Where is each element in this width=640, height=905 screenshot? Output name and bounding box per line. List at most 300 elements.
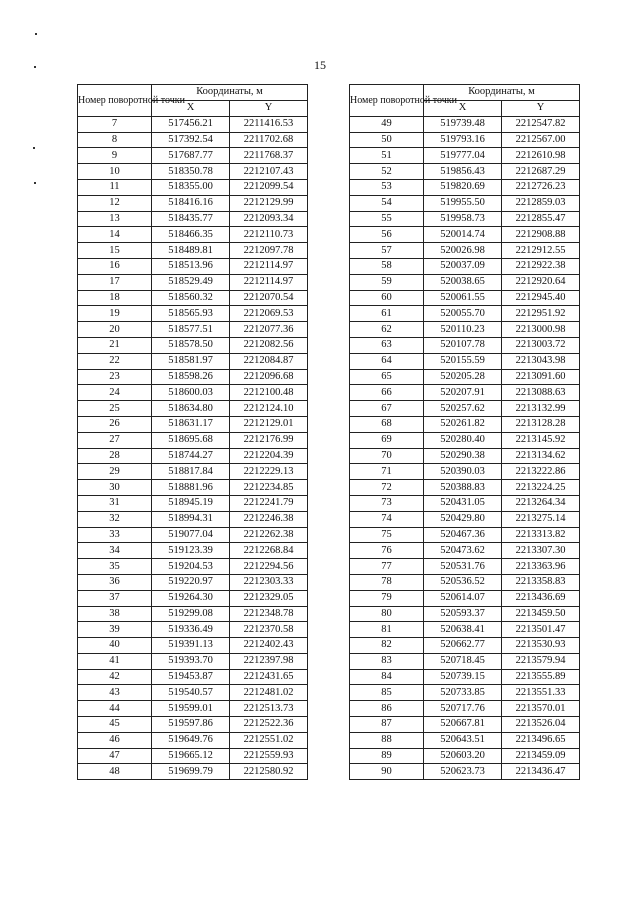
table-row [78,638,308,654]
point-number-cell: 67 [350,401,424,417]
y-coordinate-cell: 2212431.65 [230,669,308,685]
x-coordinate-cell: 519665.12 [152,748,230,764]
y-coordinate-cell: 2213436.47 [502,764,580,780]
x-coordinate-cell: 519391.13 [152,638,230,654]
table-body-left [78,116,308,779]
y-coordinate-cell: 2212559.93 [230,748,308,764]
x-coordinate-cell: 518578.50 [152,337,230,353]
y-coordinate-cell: 2213363.96 [502,559,580,575]
x-coordinate-cell: 520280.40 [424,432,502,448]
y-coordinate-cell: 2212110.73 [230,227,308,243]
point-number-cell: 51 [350,148,424,164]
x-coordinate-cell: 518634.80 [152,401,230,417]
point-number-cell: 57 [350,243,424,259]
x-coordinate-cell: 520431.05 [424,495,502,511]
y-coordinate-cell: 2212082.56 [230,337,308,353]
table-row [350,574,580,590]
x-coordinate-cell: 520429.80 [424,511,502,527]
table-row [350,701,580,717]
point-number-cell: 88 [350,732,424,748]
table-row [350,559,580,575]
y-coordinate-cell: 2213222.86 [502,464,580,480]
scan-mark [34,182,36,184]
x-coordinate-cell: 518489.81 [152,243,230,259]
table-row [350,132,580,148]
point-number-cell: 17 [78,274,152,290]
x-coordinate-cell: 519856.43 [424,164,502,180]
point-number-cell: 80 [350,606,424,622]
table-row [350,495,580,511]
y-coordinate-cell: 2212096.68 [230,369,308,385]
y-coordinate-cell: 2213459.50 [502,606,580,622]
table-row [350,748,580,764]
point-number-cell: 31 [78,495,152,511]
point-number-cell: 36 [78,574,152,590]
x-coordinate-cell: 519204.53 [152,559,230,575]
table-row [350,385,580,401]
table-row [78,179,308,195]
y-coordinate-cell: 2212129.01 [230,416,308,432]
x-header: X [152,100,230,116]
y-coordinate-cell: 2212097.78 [230,243,308,259]
point-number-cell: 74 [350,511,424,527]
y-coordinate-cell: 2213313.82 [502,527,580,543]
y-header: Y [502,100,580,116]
point-number-cell: 46 [78,732,152,748]
point-number-cell: 78 [350,574,424,590]
y-coordinate-cell: 2212124.10 [230,401,308,417]
y-coordinate-cell: 2213358.83 [502,574,580,590]
point-number-cell: 42 [78,669,152,685]
table-row [350,274,580,290]
y-coordinate-cell: 2212303.33 [230,574,308,590]
point-number-cell: 64 [350,353,424,369]
point-number-cell: 13 [78,211,152,227]
x-coordinate-cell: 520014.74 [424,227,502,243]
x-coordinate-cell: 517392.54 [152,132,230,148]
x-coordinate-cell: 520614.07 [424,590,502,606]
table-row [350,306,580,322]
point-number-cell: 63 [350,337,424,353]
table-row [350,590,580,606]
point-number-cell: 55 [350,211,424,227]
y-coordinate-cell: 2212176.99 [230,432,308,448]
x-coordinate-cell: 520290.38 [424,448,502,464]
x-coordinate-cell: 518695.68 [152,432,230,448]
x-coordinate-cell: 518994.31 [152,511,230,527]
x-coordinate-cell: 518581.97 [152,353,230,369]
y-coordinate-cell: 2212908.88 [502,227,580,243]
point-number-cell: 21 [78,337,152,353]
y-coordinate-cell: 2212920.64 [502,274,580,290]
point-number-cell: 90 [350,764,424,780]
y-coordinate-cell: 2212402.43 [230,638,308,654]
x-coordinate-cell: 519123.39 [152,543,230,559]
point-number-cell: 86 [350,701,424,717]
x-coordinate-cell: 519599.01 [152,701,230,717]
x-coordinate-cell: 518513.96 [152,258,230,274]
table-row [350,164,580,180]
y-coordinate-cell: 2212114.97 [230,258,308,274]
y-coordinate-cell: 2213579.94 [502,653,580,669]
x-coordinate-cell: 520257.62 [424,401,502,417]
table-row [350,606,580,622]
y-coordinate-cell: 2212329.05 [230,590,308,606]
table-row [350,116,580,132]
table-row [350,258,580,274]
y-coordinate-cell: 2212610.98 [502,148,580,164]
coordinates-header: Координаты, м [152,85,308,101]
point-number-cell: 54 [350,195,424,211]
y-coordinate-cell: 2212348.78 [230,606,308,622]
y-coordinate-cell: 2212204.39 [230,448,308,464]
y-coordinate-cell: 2212547.82 [502,116,580,132]
y-coordinate-cell: 2213128.28 [502,416,580,432]
y-coordinate-cell: 2212951.92 [502,306,580,322]
point-number-cell: 84 [350,669,424,685]
table-row [350,322,580,338]
x-coordinate-cell: 518631.17 [152,416,230,432]
point-number-cell: 37 [78,590,152,606]
point-number-cell: 72 [350,480,424,496]
x-coordinate-cell: 519540.57 [152,685,230,701]
point-number-cell: 39 [78,622,152,638]
y-coordinate-cell: 2212268.84 [230,543,308,559]
table-row [78,432,308,448]
table-row [78,732,308,748]
point-number-cell: 38 [78,606,152,622]
point-number-cell: 35 [78,559,152,575]
table-row [350,732,580,748]
x-coordinate-cell: 520623.73 [424,764,502,780]
point-number-cell: 77 [350,559,424,575]
coordinates-table-right [349,84,580,780]
point-number-cell: 60 [350,290,424,306]
point-number-cell: 85 [350,685,424,701]
x-coordinate-cell: 520467.36 [424,527,502,543]
y-coordinate-cell: 2213224.25 [502,480,580,496]
table-row [350,290,580,306]
table-row [78,243,308,259]
x-header: X [424,100,502,116]
point-number-cell: 40 [78,638,152,654]
x-coordinate-cell: 519299.08 [152,606,230,622]
point-number-cell: 53 [350,179,424,195]
table-row [350,243,580,259]
x-coordinate-cell: 520667.81 [424,717,502,733]
y-coordinate-cell: 2213496.65 [502,732,580,748]
x-coordinate-cell: 520733.85 [424,685,502,701]
point-number-cell: 50 [350,132,424,148]
y-coordinate-cell: 2212912.55 [502,243,580,259]
point-number-cell: 87 [350,717,424,733]
table-row [78,322,308,338]
x-coordinate-cell: 520390.03 [424,464,502,480]
table-row [350,638,580,654]
y-coordinate-cell: 2213088.63 [502,385,580,401]
x-coordinate-cell: 517456.21 [152,116,230,132]
table-row [350,148,580,164]
y-coordinate-cell: 2212580.92 [230,764,308,780]
table-row [350,179,580,195]
point-number-cell: 19 [78,306,152,322]
point-number-cell: 44 [78,701,152,717]
x-coordinate-cell: 520717.76 [424,701,502,717]
x-coordinate-cell: 519597.86 [152,717,230,733]
y-coordinate-cell: 2213459.09 [502,748,580,764]
table-row [350,211,580,227]
point-number-cell: 52 [350,164,424,180]
table-row [78,258,308,274]
x-coordinate-cell: 519958.73 [424,211,502,227]
y-coordinate-cell: 2212070.54 [230,290,308,306]
y-coordinate-cell: 2213003.72 [502,337,580,353]
point-number-cell: 23 [78,369,152,385]
table-row [78,669,308,685]
table-row [350,685,580,701]
point-number-cell: 33 [78,527,152,543]
point-number-cell: 48 [78,764,152,780]
scan-mark [35,33,37,35]
x-coordinate-cell: 520388.83 [424,480,502,496]
table-row [78,574,308,590]
point-number-cell: 8 [78,132,152,148]
y-coordinate-cell: 2213555.89 [502,669,580,685]
table-row [350,480,580,496]
point-number-cell: 58 [350,258,424,274]
table-row [350,448,580,464]
table-row [78,717,308,733]
point-number-cell: 27 [78,432,152,448]
point-number-cell: 76 [350,543,424,559]
table-row [78,369,308,385]
y-coordinate-cell: 2212370.58 [230,622,308,638]
coordinates-table-left [77,84,308,780]
y-coordinate-cell: 2213000.98 [502,322,580,338]
x-coordinate-cell: 518945.19 [152,495,230,511]
y-coordinate-cell: 2213145.92 [502,432,580,448]
table-row [78,401,308,417]
point-number-cell: 71 [350,464,424,480]
x-coordinate-cell: 519336.49 [152,622,230,638]
x-coordinate-cell: 520055.70 [424,306,502,322]
point-number-cell: 25 [78,401,152,417]
y-coordinate-cell: 2212077.36 [230,322,308,338]
point-number-cell: 26 [78,416,152,432]
y-coordinate-cell: 2213132.99 [502,401,580,417]
x-coordinate-cell: 519739.48 [424,116,502,132]
x-coordinate-cell: 520536.52 [424,574,502,590]
y-coordinate-cell: 2213091.60 [502,369,580,385]
x-coordinate-cell: 520026.98 [424,243,502,259]
table-row [350,353,580,369]
table-row [78,337,308,353]
x-coordinate-cell: 519793.16 [424,132,502,148]
x-coordinate-cell: 519955.50 [424,195,502,211]
y-coordinate-cell: 2212567.00 [502,132,580,148]
x-coordinate-cell: 520531.76 [424,559,502,575]
y-coordinate-cell: 2213264.34 [502,495,580,511]
x-coordinate-cell: 520037.09 [424,258,502,274]
table-row [350,764,580,780]
point-number-header: Номер поворотной точки [350,85,424,117]
point-number-cell: 79 [350,590,424,606]
y-coordinate-cell: 2212855.47 [502,211,580,227]
coordinates-header: Координаты, м [424,85,580,101]
x-coordinate-cell: 518350.78 [152,164,230,180]
point-number-cell: 41 [78,653,152,669]
y-coordinate-cell: 2212522.36 [230,717,308,733]
x-coordinate-cell: 520718.45 [424,653,502,669]
point-number-cell: 14 [78,227,152,243]
x-coordinate-cell: 520662.77 [424,638,502,654]
table-row [78,290,308,306]
y-header: Y [230,100,308,116]
x-coordinate-cell: 518466.35 [152,227,230,243]
point-number-header: Номер поворотной точки [78,85,152,117]
point-number-cell: 7 [78,116,152,132]
y-coordinate-cell: 2213530.93 [502,638,580,654]
x-coordinate-cell: 518435.77 [152,211,230,227]
x-coordinate-cell: 518565.93 [152,306,230,322]
table-body-right [350,116,580,779]
y-coordinate-cell: 2212069.53 [230,306,308,322]
x-coordinate-cell: 518598.26 [152,369,230,385]
point-number-cell: 83 [350,653,424,669]
table-row [350,543,580,559]
y-coordinate-cell: 2211768.37 [230,148,308,164]
x-coordinate-cell: 520061.55 [424,290,502,306]
point-number-cell: 73 [350,495,424,511]
table-row [350,464,580,480]
x-coordinate-cell: 519453.87 [152,669,230,685]
y-coordinate-cell: 2212551.02 [230,732,308,748]
x-coordinate-cell: 519220.97 [152,574,230,590]
x-coordinate-cell: 520207.91 [424,385,502,401]
point-number-cell: 47 [78,748,152,764]
table-row [78,385,308,401]
point-number-cell: 10 [78,164,152,180]
table-row [78,701,308,717]
y-coordinate-cell: 2212099.54 [230,179,308,195]
x-coordinate-cell: 518577.51 [152,322,230,338]
y-coordinate-cell: 2213526.04 [502,717,580,733]
table-row [78,480,308,496]
point-number-cell: 22 [78,353,152,369]
point-number-cell: 28 [78,448,152,464]
x-coordinate-cell: 520205.28 [424,369,502,385]
y-coordinate-cell: 2213501.47 [502,622,580,638]
point-number-cell: 15 [78,243,152,259]
table-row [78,495,308,511]
point-number-cell: 32 [78,511,152,527]
x-coordinate-cell: 520603.20 [424,748,502,764]
table-row [78,685,308,701]
x-coordinate-cell: 518600.03 [152,385,230,401]
y-coordinate-cell: 2212107.43 [230,164,308,180]
y-coordinate-cell: 2212246.38 [230,511,308,527]
table-row [350,195,580,211]
point-number-cell: 29 [78,464,152,480]
y-coordinate-cell: 2213043.98 [502,353,580,369]
table-row [78,211,308,227]
x-coordinate-cell: 518416.16 [152,195,230,211]
x-coordinate-cell: 520739.15 [424,669,502,685]
y-coordinate-cell: 2213551.33 [502,685,580,701]
table-row [78,448,308,464]
x-coordinate-cell: 519077.04 [152,527,230,543]
y-coordinate-cell: 2211702.68 [230,132,308,148]
table-row [78,274,308,290]
y-coordinate-cell: 2212114.97 [230,274,308,290]
point-number-cell: 62 [350,322,424,338]
y-coordinate-cell: 2212241.79 [230,495,308,511]
table-row [78,195,308,211]
point-number-cell: 11 [78,179,152,195]
x-coordinate-cell: 518560.32 [152,290,230,306]
table-row [78,416,308,432]
scan-mark [33,147,35,149]
table-row [350,432,580,448]
y-coordinate-cell: 2212234.85 [230,480,308,496]
y-coordinate-cell: 2212294.56 [230,559,308,575]
point-number-cell: 18 [78,290,152,306]
y-coordinate-cell: 2213134.62 [502,448,580,464]
table-row [350,527,580,543]
x-coordinate-cell: 520593.37 [424,606,502,622]
point-number-cell: 70 [350,448,424,464]
y-coordinate-cell: 2212084.87 [230,353,308,369]
x-coordinate-cell: 519264.30 [152,590,230,606]
table-row [350,653,580,669]
point-number-cell: 69 [350,432,424,448]
table-row [78,543,308,559]
y-coordinate-cell: 2212093.34 [230,211,308,227]
table-row [350,227,580,243]
y-coordinate-cell: 2212922.38 [502,258,580,274]
x-coordinate-cell: 519393.70 [152,653,230,669]
y-coordinate-cell: 2213275.14 [502,511,580,527]
x-coordinate-cell: 519820.69 [424,179,502,195]
table-row [78,511,308,527]
x-coordinate-cell: 520261.82 [424,416,502,432]
table-row [350,401,580,417]
table-row [78,132,308,148]
point-number-cell: 30 [78,480,152,496]
point-number-cell: 12 [78,195,152,211]
point-number-cell: 43 [78,685,152,701]
x-coordinate-cell: 520155.59 [424,353,502,369]
y-coordinate-cell: 2213570.01 [502,701,580,717]
point-number-cell: 61 [350,306,424,322]
table-row [78,559,308,575]
x-coordinate-cell: 518881.96 [152,480,230,496]
x-coordinate-cell: 518529.49 [152,274,230,290]
y-coordinate-cell: 2212726.23 [502,179,580,195]
x-coordinate-cell: 520107.78 [424,337,502,353]
point-number-cell: 34 [78,543,152,559]
point-number-cell: 20 [78,322,152,338]
x-coordinate-cell: 520110.23 [424,322,502,338]
point-number-cell: 68 [350,416,424,432]
y-coordinate-cell: 2212397.98 [230,653,308,669]
y-coordinate-cell: 2213436.69 [502,590,580,606]
table-row [78,353,308,369]
x-coordinate-cell: 519699.79 [152,764,230,780]
table-row [78,622,308,638]
table-row [350,369,580,385]
point-number-cell: 24 [78,385,152,401]
